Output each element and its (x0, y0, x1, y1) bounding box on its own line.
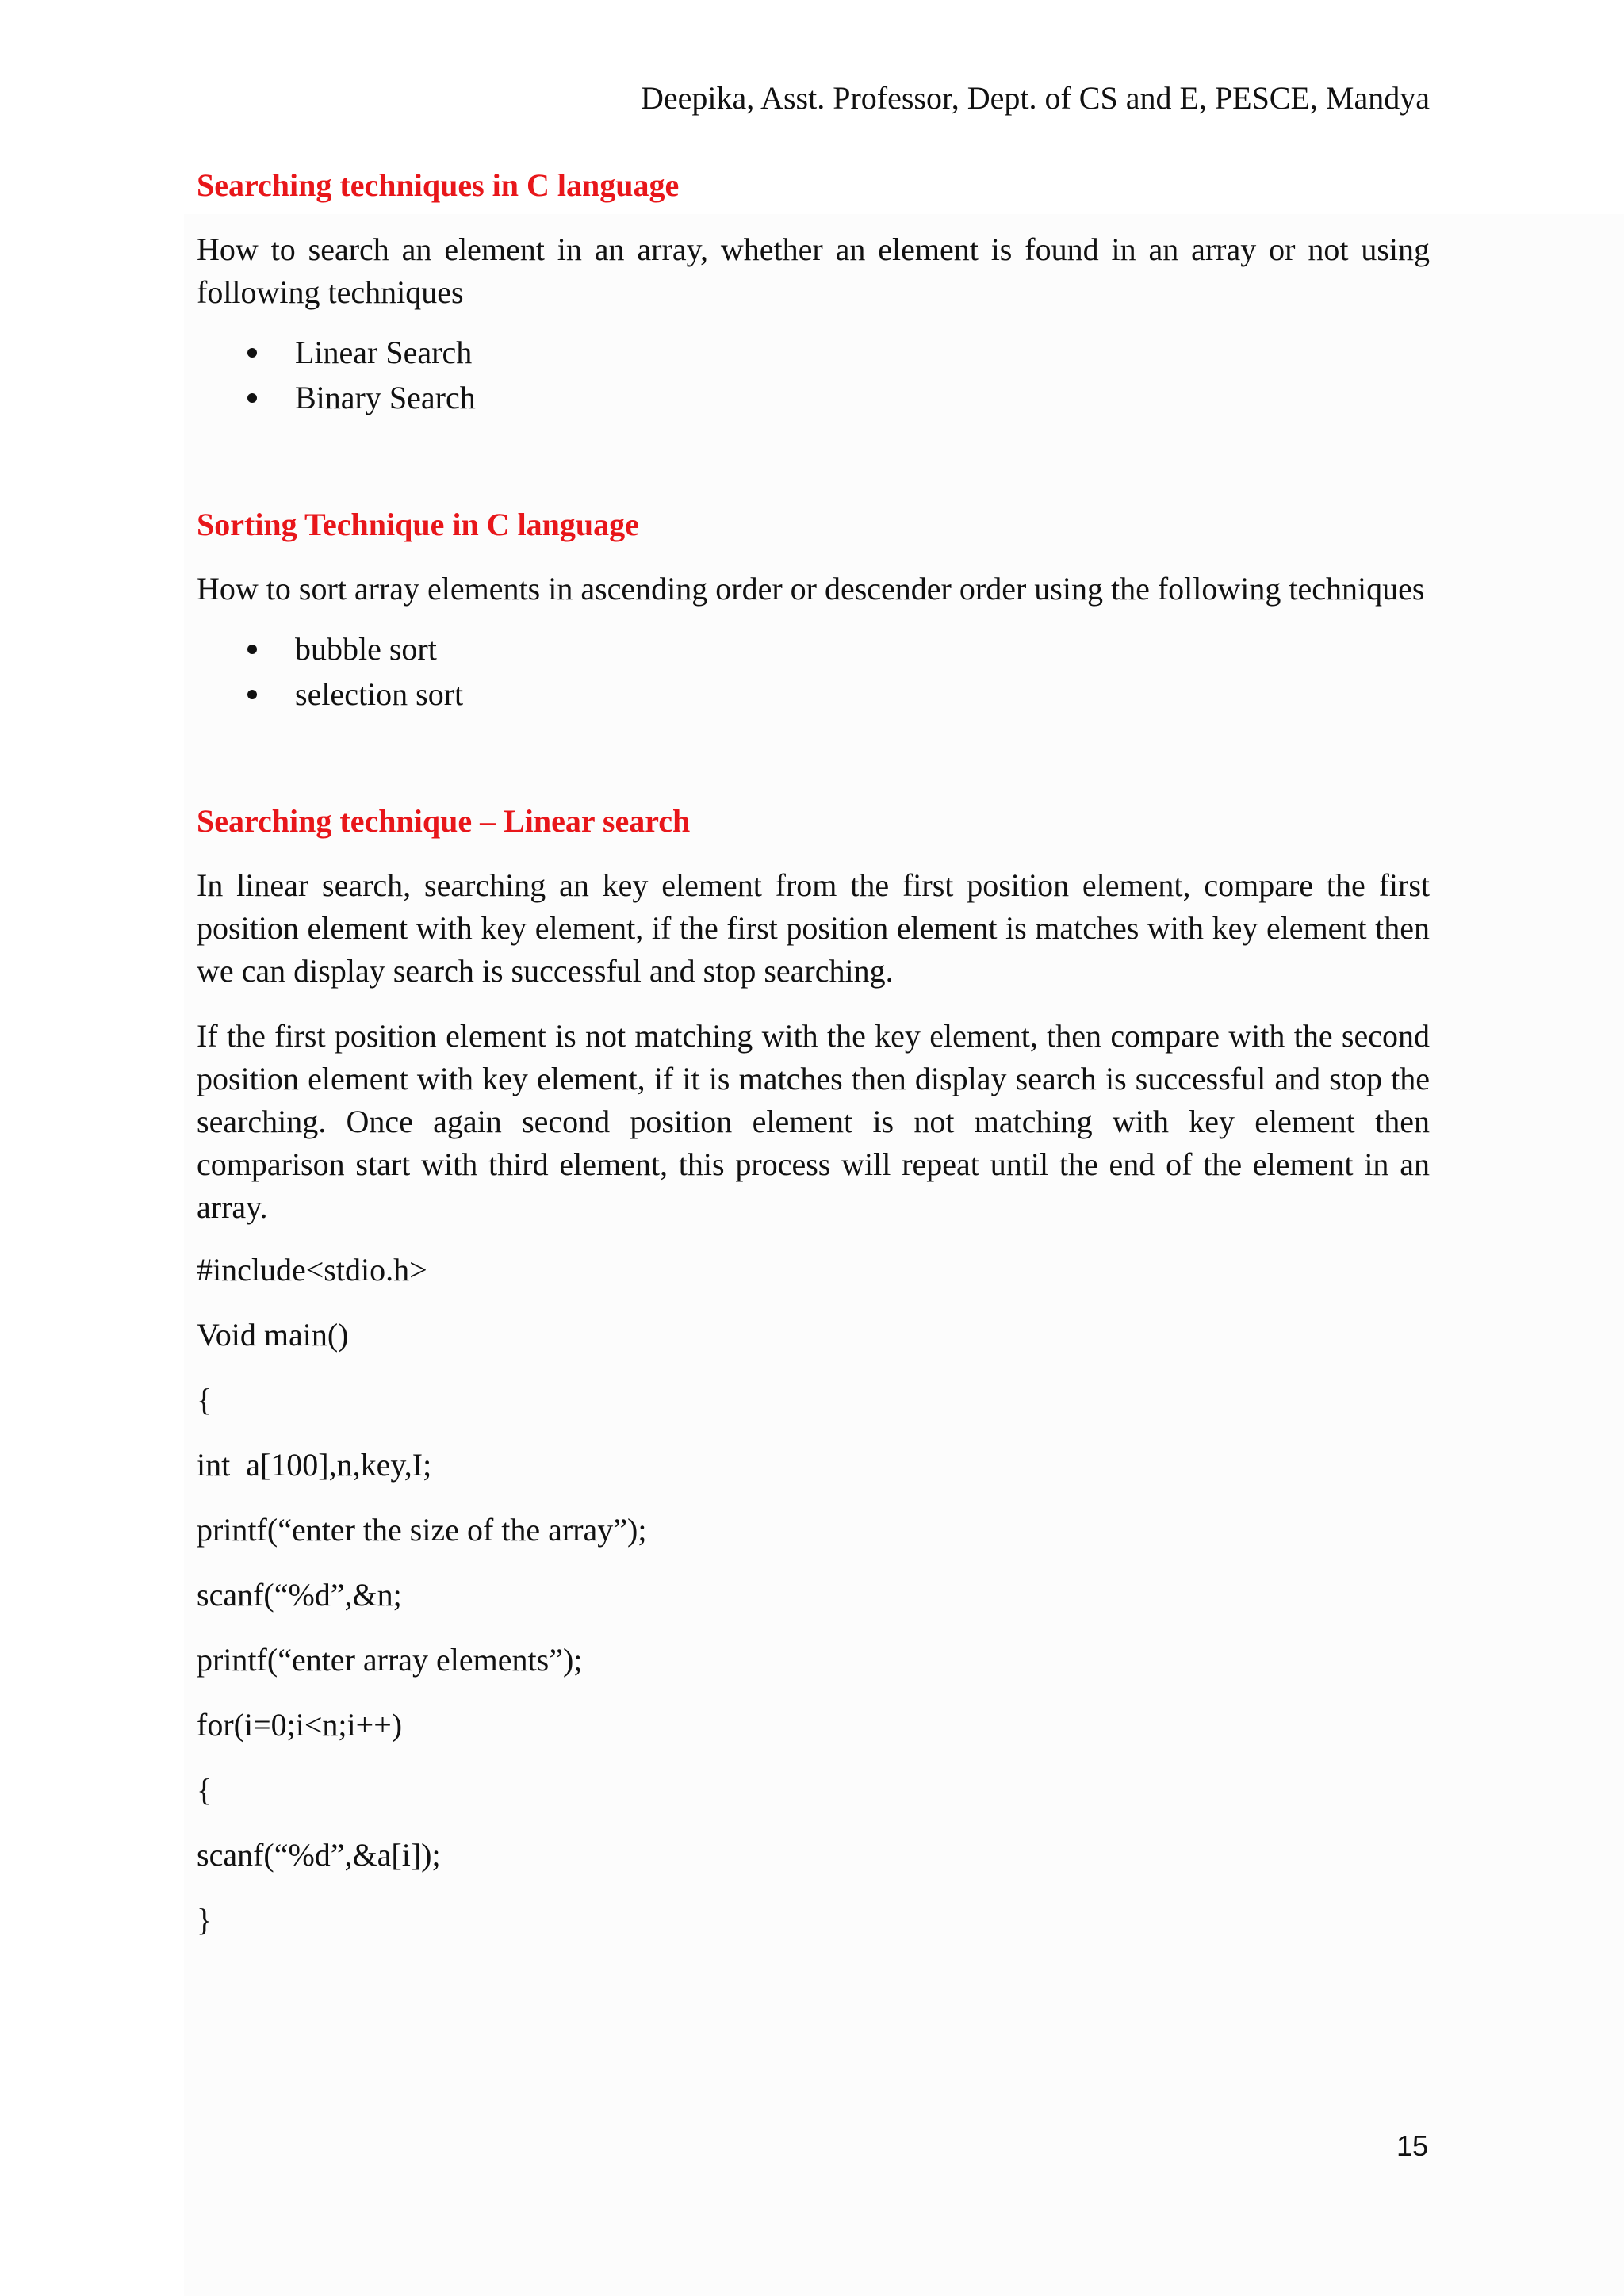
bullet-icon (247, 645, 257, 654)
list-item-label: Binary Search (295, 380, 476, 415)
code-line: { (197, 1382, 213, 1418)
bullet-icon (247, 348, 257, 358)
code-line: scanf(“%d”,&n; (197, 1577, 402, 1613)
code-line: } (197, 1902, 213, 1938)
bullet-list-searching (197, 330, 1430, 420)
code-line: printf(“enter array elements”); (197, 1642, 583, 1678)
list-item (197, 330, 1430, 375)
code-line: Void main() (197, 1317, 349, 1353)
page-number: 15 (1396, 2130, 1428, 2162)
section-heading-searching-techniques: Searching techniques in C language (197, 167, 680, 203)
code-line: { (197, 1772, 213, 1808)
code-line: for(i=0;i<n;i++) (197, 1707, 403, 1743)
page-header: Deepika, Asst. Professor, Dept. of CS and E, PESCE, Mandya (641, 80, 1430, 116)
list-item (197, 626, 1430, 672)
code-line: #include<stdio.h> (197, 1252, 427, 1288)
code-listing (197, 1251, 1430, 1939)
code-line: int a[100],n,key,I; (197, 1447, 432, 1483)
paragraph-sorting-intro: How to sort array elements in ascending order or descender order using the following techniques (197, 571, 1425, 607)
list-item (197, 375, 1430, 420)
code-line: printf(“enter the size of the array”); (197, 1512, 647, 1548)
list-item-label: bubble sort (295, 631, 437, 667)
bullet-list-sorting (197, 626, 1430, 717)
section-heading-linear-search: Searching technique – Linear search (197, 803, 691, 839)
code-line: scanf(“%d”,&a[i]); (197, 1837, 441, 1873)
bullet-icon (247, 690, 257, 699)
page-content (197, 0, 1430, 1939)
paragraph-searching-intro: How to search an element in an array, whether an element is found in an array or not using following techniques (197, 232, 1430, 310)
list-item-label: Linear Search (295, 335, 473, 370)
bullet-icon (247, 393, 257, 403)
paragraph-linear-search-2: If the first position element is not matching with the key element, then compare with the second position element with key element, if it is matches then display search is successful and stop the searching. Once again second position element is not matching with key element then comparison start with third element, this process will repeat until the end of the element in an array. (197, 1018, 1430, 1225)
paragraph-linear-search-1: In linear search, searching an key element from the first position element, compare the first position element with key element, if the first position element is matches with key element then we can display search is successful and stop searching. (197, 867, 1430, 989)
section-heading-sorting-technique: Sorting Technique in C language (197, 507, 639, 542)
list-item-label: selection sort (295, 676, 464, 712)
list-item (197, 672, 1430, 717)
